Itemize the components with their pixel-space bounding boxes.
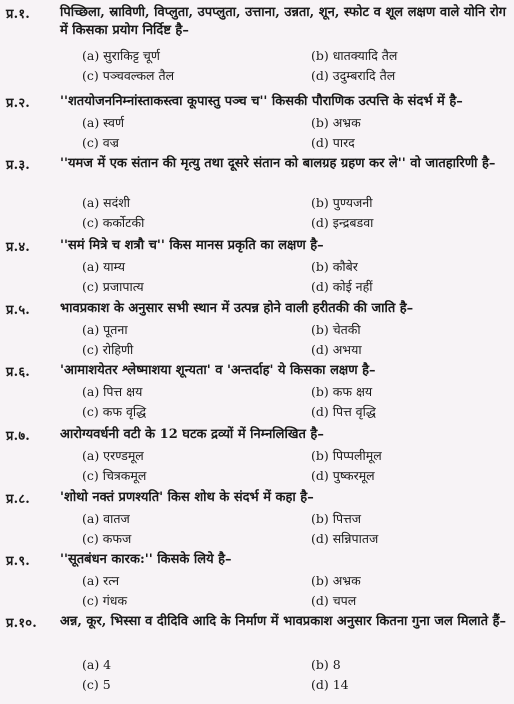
question-number: प्र.४.	[6, 240, 31, 255]
option-a: (a) एरण्डमूल	[82, 448, 144, 463]
option-b: (b) अभ्रक	[311, 115, 361, 130]
option-b: (b) कफ क्षय	[311, 384, 373, 399]
question-number: प्र.८.	[6, 492, 31, 507]
question-number: प्र.५.	[6, 303, 31, 318]
option-b: (b) पुण्यजनी	[311, 195, 373, 210]
option-b: (b) धातक्यादि तैल	[311, 48, 398, 63]
option-d: (d) 14	[311, 677, 349, 692]
option-a: (a) सदंशी	[82, 195, 131, 210]
option-c: (c) प्रजापात्य	[82, 279, 144, 294]
question-text: भावप्रकाश के अनुसार सभी स्थान में उत्पन्न होने वाली हरीतकी की जाति है–	[60, 301, 414, 316]
option-c: (c) कर्कोटकी	[82, 215, 145, 230]
option-c: (c) चित्रकमूल	[82, 468, 147, 483]
option-d: (d) इन्द्रबडवा	[311, 215, 374, 230]
option-d: (d) पित्त वृद्धि	[311, 404, 376, 419]
question-text: ''शतयोजननिम्नांस्ताकस्त्वा कूपास्तु पञ्च च'' किसकी पौराणिक उत्पत्ति के संदर्भ में है–	[60, 94, 463, 109]
question-text: पिच्छिला, स्राविणी, विप्लुता, उपप्लुता, उत्ताना, उन्नता, शून, स्फोट व शूल लक्षण वाले योनि रोग में किसका प्रयोग निर्दिष्ट है–	[60, 5, 506, 38]
question-number: प्र.९.	[6, 554, 31, 569]
question-text: अन्न, कूर, भिस्सा व दीदिवि आदि के निर्माण में भावप्रकाश अनुसार कितना गुना जल मिलाते हैं–	[60, 614, 507, 629]
option-b: (b) कौबेर	[311, 259, 358, 274]
question-number: प्र.१०.	[6, 616, 37, 631]
option-d: (d) कोई नहीं	[311, 279, 373, 294]
option-a: (a) पित्त क्षय	[82, 384, 143, 399]
question-number: प्र.१.	[6, 7, 31, 22]
option-a: (a) सुराकिट्ट चूर्ण	[82, 48, 160, 63]
option-d: (d) पारद	[311, 135, 355, 150]
option-d: (d) उदुम्बरादि तैल	[311, 68, 396, 83]
option-a: (a) रत्न	[82, 573, 120, 588]
option-b: (b) 8	[311, 657, 341, 672]
option-a: (a) 4	[82, 657, 112, 672]
option-c: (c) पञ्चवल्कल तैल	[82, 68, 175, 83]
option-a: (a) याम्य	[82, 259, 125, 274]
question-text: 'आमाशयेतर श्लेष्माशया शून्यता' व 'अन्तर्दाह' ये किसका लक्षण है–	[60, 363, 376, 378]
option-a: (a) पूतना	[82, 322, 128, 337]
option-c: (c) गंधक	[82, 593, 128, 608]
option-d: (d) पुष्करमूल	[311, 468, 375, 483]
question-text: आरोग्यवर्धनी वटी के 12 घटक द्रव्यों में निम्नलिखित है–	[60, 427, 324, 442]
question-text: ''सूतबंधन कारक:'' किसके लिये है–	[60, 552, 232, 567]
option-c: (c) रोहिणी	[82, 342, 134, 357]
question-number: प्र.६.	[6, 365, 31, 380]
option-a: (a) वातज	[82, 511, 130, 526]
option-c: (c) 5	[82, 677, 111, 692]
option-c: (c) कफज	[82, 531, 132, 546]
question-text: 'शोथो नक्तं प्रणश्यति' किस शोथ के संदर्भ में कहा है–	[60, 490, 314, 505]
question-number: प्र.३.	[6, 158, 31, 173]
option-d: (d) चपल	[311, 593, 357, 608]
option-c: (c) वज्र	[82, 135, 120, 150]
question-number: प्र.२.	[6, 96, 31, 111]
option-a: (a) स्वर्ण	[82, 115, 125, 130]
question-text: ''समं मित्रे च शत्रौ च'' किस मानस प्रकृति का लक्षण है–	[60, 238, 324, 253]
question-number: प्र.७.	[6, 429, 31, 444]
option-b: (b) पित्तज	[311, 511, 361, 526]
option-d: (d) सन्निपातज	[311, 531, 379, 546]
option-b: (b) चेतकी	[311, 322, 361, 337]
question-text: ''यमज में एक संतान की मृत्यु तथा दूसरे संतान को बालग्रह ग्रहण कर ले'' वो जातहारिणी है–	[60, 156, 496, 171]
option-b: (b) पिप्पलीमूल	[311, 448, 382, 463]
option-c: (c) कफ वृद्धि	[82, 404, 147, 419]
option-d: (d) अभया	[311, 342, 362, 357]
option-b: (b) अभ्रक	[311, 573, 361, 588]
